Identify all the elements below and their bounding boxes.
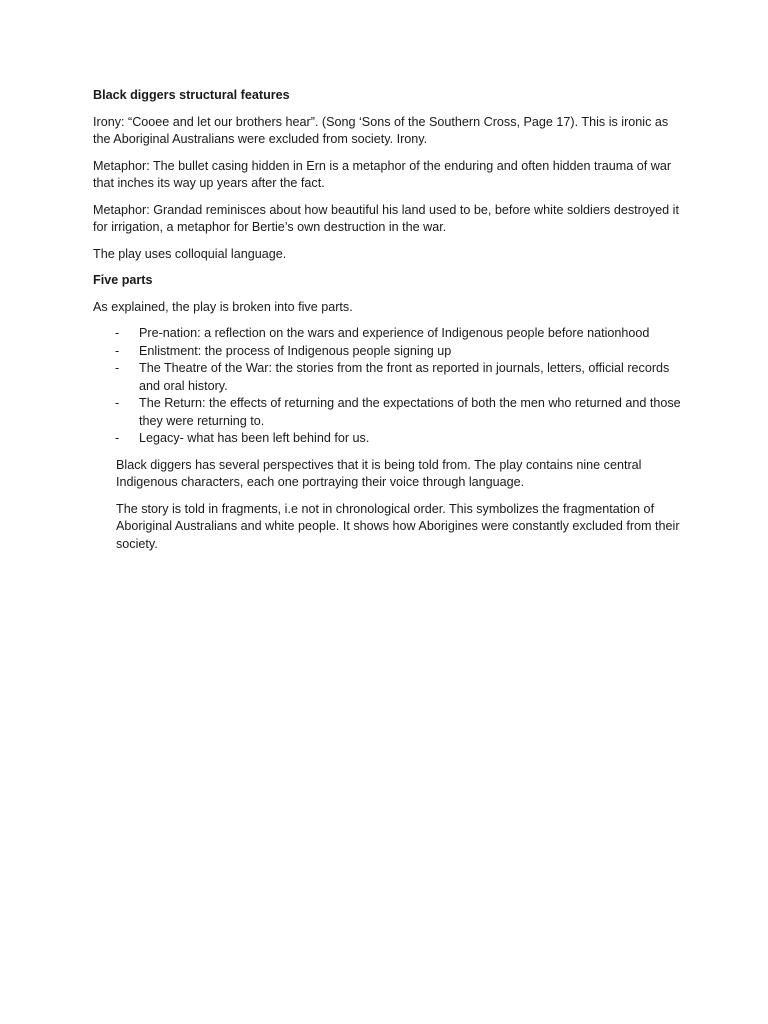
bullet-marker: - xyxy=(115,431,120,445)
list-item xyxy=(93,360,683,395)
document-body xyxy=(93,87,683,562)
bullet-marker: - xyxy=(115,343,120,358)
metaphor-bullet-paragraph: Metaphor: The bullet casing hidden in Ern is a metaphor of the enduring and often hidden trauma of war that inches its way up years after the fact. xyxy=(93,158,672,190)
five-parts-intro: As explained, the play is broken into five parts. xyxy=(93,299,353,314)
list-item-text: Legacy- what has been left behind for us. xyxy=(139,431,370,445)
list-item-text: The Theatre of the War: the stories from the front as reported in journals, letters, official records and oral history. xyxy=(139,361,670,393)
perspectives-paragraph: Black diggers has several perspectives that it is being told from. The play contains nine central Indigenous characters, each one portraying their voice through language. xyxy=(116,457,642,489)
bullet-marker: - xyxy=(115,396,120,410)
list-item xyxy=(93,343,683,361)
five-parts-heading: Five parts xyxy=(93,273,153,287)
list-item-text: Enlistment: the process of Indigenous people signing up xyxy=(139,343,452,358)
list-item xyxy=(93,395,683,430)
document-title: Black diggers structural features xyxy=(93,88,290,102)
list-item xyxy=(93,325,683,343)
metaphor-grandad-paragraph: Metaphor: Grandad reminisces about how beautiful his land used to be, before white soldiers destroyed it for irrigation, a metaphor for Bertie’s own destruction in the war. xyxy=(93,202,679,234)
five-parts-list xyxy=(93,325,683,448)
bullet-marker: - xyxy=(115,326,120,340)
list-item-text: Pre-nation: a reflection on the wars and experience of Indigenous people before nationhood xyxy=(139,326,650,340)
bullet-marker: - xyxy=(115,361,120,375)
irony-paragraph: Irony: “Cooee and let our brothers hear”. (Song ‘Sons of the Southern Cross, Page 17). This is ironic as the Aboriginal Australians were excluded from society. Irony. xyxy=(93,114,669,146)
fragments-paragraph: The story is told in fragments, i.e not in chronological order. This symbolizes the fragmentation of Aboriginal Australians and white people. It shows how Aborigines were constantly excluded from their society. xyxy=(116,501,680,551)
colloquial-language-paragraph: The play uses colloquial language. xyxy=(93,246,287,261)
list-item xyxy=(93,430,683,448)
list-item-text: The Return: the effects of returning and the expectations of both the men who returned and those they were returning to. xyxy=(139,396,681,428)
